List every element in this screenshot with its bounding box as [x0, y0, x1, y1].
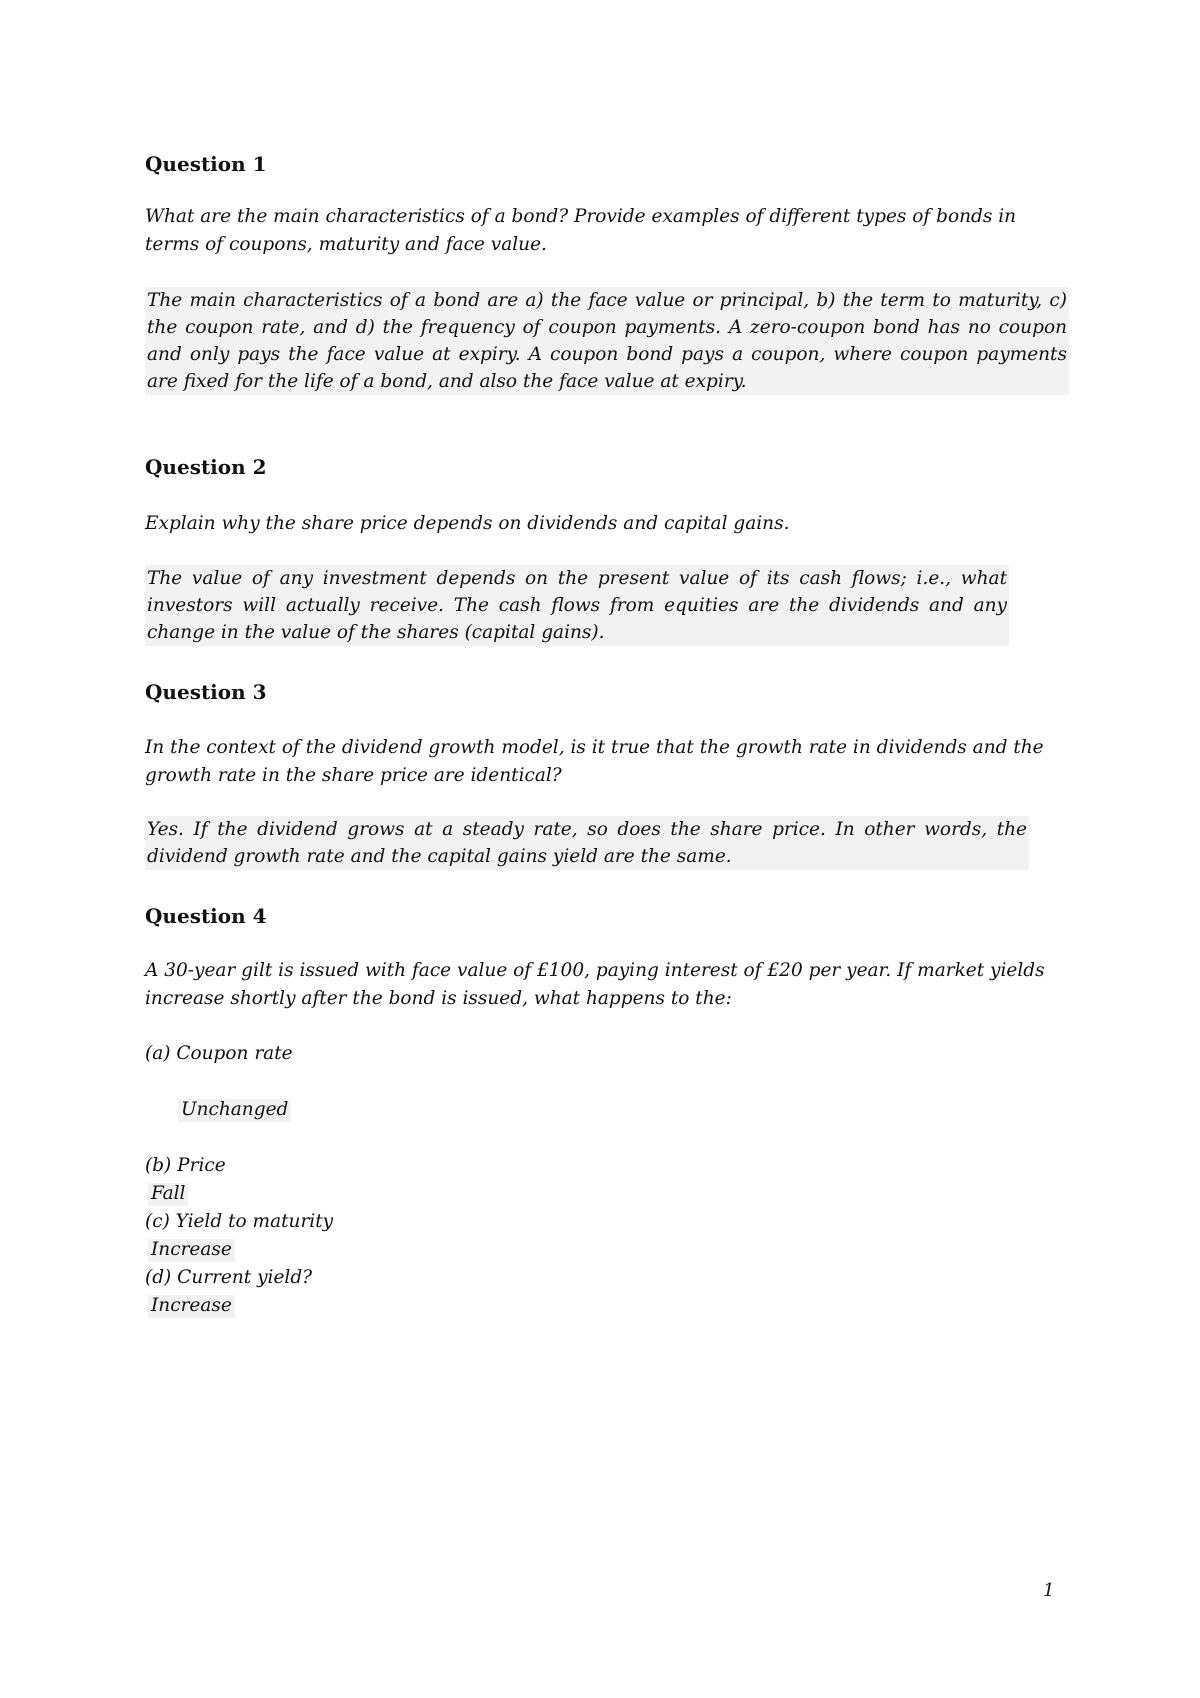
question-3-text: In the context of the dividend growth model, is it true that the growth rate in dividends and the growth rate in the share price are identical? [145, 737, 1044, 786]
question-3-heading: Question 3 [145, 680, 267, 704]
part-a-label: (a) Coupon rate [145, 1043, 293, 1064]
question-2-heading: Question 2 [145, 455, 267, 479]
question-2-answer: The value of any investment depends on the present value of its cash flows; i.e., what investors will actually receive. The cash flows from equities are the dividends and any change in the value of the shares (capital gains). [145, 565, 1009, 646]
question-2-text: Explain why the share price depends on dividends and capital gains. [145, 513, 790, 534]
question-1-heading: Question 1 [145, 152, 267, 176]
question-3-answer: Yes. If the dividend grows at a steady rate, so does the share price. In other words, the dividend growth rate and the capital gains yield are the same. [145, 816, 1029, 870]
part-a-answer: Unchanged [178, 1099, 291, 1122]
part-d-answer: Increase [148, 1295, 235, 1318]
page-number: 1 [1043, 1580, 1055, 1601]
part-b-answer: Fall [148, 1183, 188, 1206]
question-1-answer: The main characteristics of a bond are a) the face value or principal, b) the term to maturity, c) the coupon rate, and d) the frequency of coupon payments. A zero-coupon bond has no coupon and only pays the face value at expiry. A coupon bond pays a coupon, where coupon payments are fixed for the life of a bond, and also the face value at expiry. [145, 287, 1069, 395]
part-c-label: (c) Yield to maturity [145, 1211, 334, 1232]
part-b-label: (b) Price [145, 1155, 226, 1176]
part-d-label: (d) Current yield? [145, 1267, 313, 1288]
question-1-text: What are the main characteristics of a bond? Provide examples of different types of bonds in terms of coupons, maturity and face value. [145, 206, 1017, 255]
question-4-text: A 30-year gilt is issued with face value of £100, paying interest of £20 per year. If market yields increase shortly after the bond is issued, what happens to the: [145, 960, 1045, 1009]
part-c-answer: Increase [148, 1239, 235, 1262]
question-4-heading: Question 4 [145, 904, 267, 928]
